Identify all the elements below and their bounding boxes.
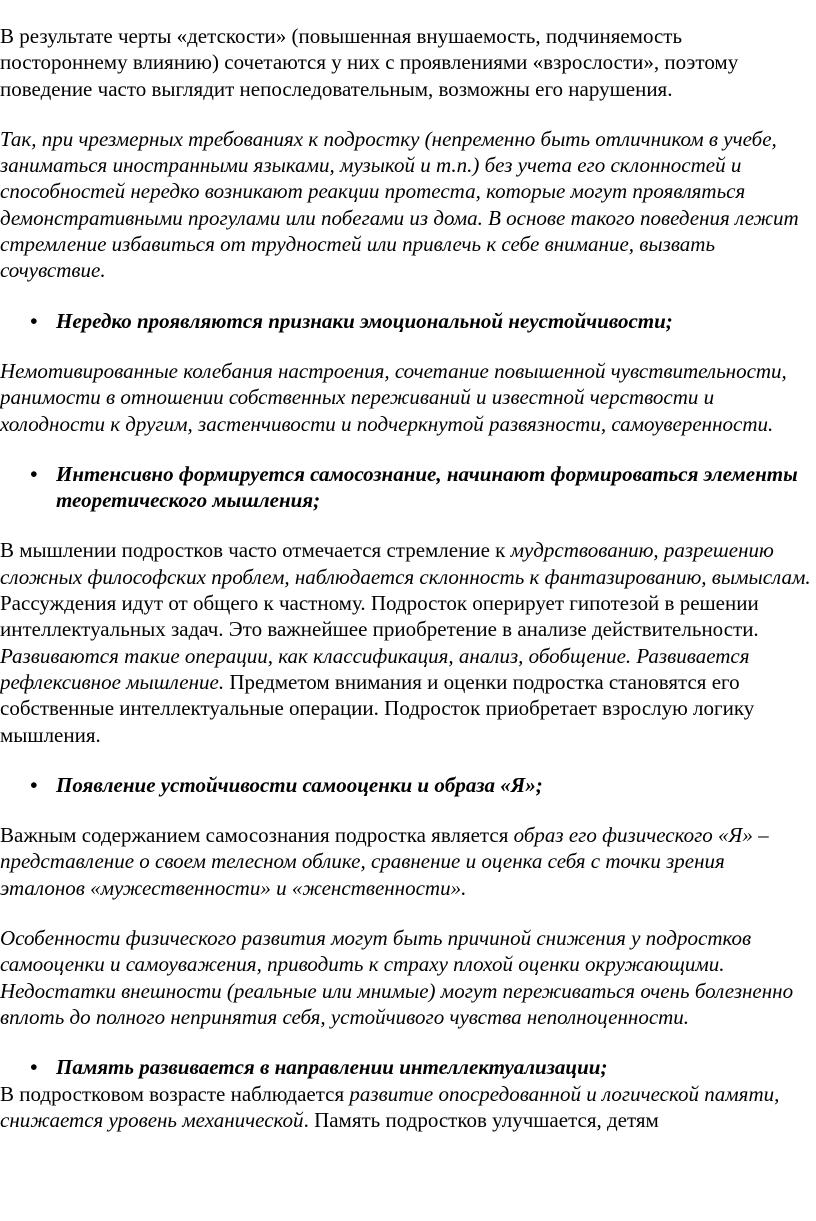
paragraph-physical-development: Особенности физического развития могут быть причиной снижения у подростков самооценки и самоуважения, приводить к страху плохой оценки окружающими. Недостатки внешности (реальные или мнимые) могут переживаться очень болезненно вплоть до полного непринятия себя, устойчивого чувства неполноценности. bbox=[0, 926, 794, 1029]
bullet-dot-icon: • bbox=[30, 772, 38, 797]
text-run: В подростковом возрасте наблюдается bbox=[0, 1081, 350, 1106]
bullet-self-esteem bbox=[0, 772, 816, 798]
bullet-self-awareness bbox=[0, 461, 816, 514]
paragraph-protest-reactions: Так, при чрезмерных требованиях к подростку (непременно быть отличником в учебе, заниматься иностранными языками, музыкой и т.п.) без учета его склонностей и способностей нередко возникают реакции протеста, которые могут проявляться демонстративными прогулами или побегами из дома. В основе такого поведения лежит стремление избавиться от трудностей или привлечь к себе внимание, вызвать сочувствие. bbox=[0, 126, 799, 283]
bullet-dot-icon: • bbox=[30, 308, 38, 333]
bullet-text: Память развивается в направлении интеллектуализации; bbox=[56, 1055, 608, 1080]
text-run-italic: мудрствованию, разрешению сложных философских проблем, наблюдается склонность к фантазированию, вымыслам. bbox=[0, 538, 811, 589]
text-run: . Память подростков улучшается, детям bbox=[303, 1107, 659, 1132]
text-run-italic: образ его физического «Я» – представление о своем телесном облике, сравнение и оценка себя с точки зрения эталонов «мужественности» и «женственности». bbox=[0, 823, 769, 900]
paragraph-physical-self bbox=[0, 822, 816, 901]
text-run-italic: Развиваются такие операции, как классификация, анализ, обобщение. Развивается рефлексивное мышление. bbox=[0, 643, 750, 694]
text-run: Предметом внимания и оценки подростка становятся его собственные интеллектуальные операции. Подросток приобретает взрослую логику мышления. bbox=[0, 669, 755, 747]
bullet-memory bbox=[0, 1054, 816, 1080]
bullet-dot-icon: • bbox=[30, 1055, 38, 1080]
paragraph-mood-swings: Немотивированные колебания настроения, сочетание повышенной чувствительности, ранимости в отношении собственных переживаний и известной черствости и холодности к другим, застенчивости и подчеркнутой развязности, самоуверенности. bbox=[0, 358, 787, 436]
bullet-dot-icon: • bbox=[30, 461, 38, 486]
paragraph-childishness: В результате черты «детскости» (повышенная внушаемость, подчиняемость постороннему влиянию) сочетаются у них с проявлениями «взрослости», поэтому поведение часто выглядит непоследовательным, возможны его нарушения. bbox=[0, 24, 739, 101]
text-run-italic: развитие опосредованной и логической памяти, снижается уровень механической bbox=[0, 1081, 780, 1132]
bullet-text: Интенсивно формируется самосознание, начинают формироваться элементы теоретического мышления; bbox=[56, 461, 798, 513]
bullet-text: Появление устойчивости самооценки и образа «Я»; bbox=[56, 772, 543, 797]
bullet-emotional-instability bbox=[0, 308, 816, 334]
paragraph-memory bbox=[0, 1081, 816, 1134]
bullet-text: Нередко проявляются признаки эмоциональной неустойчивости; bbox=[56, 308, 673, 333]
paragraph-thinking bbox=[0, 537, 816, 747]
text-run: Важным содержанием самосознания подростка является bbox=[0, 823, 514, 848]
text-run: Рассуждения идут от общего к частному. Подросток оперирует гипотезой в решении интеллектуальных задач. Это важнейшее приобретение в анализе действительности. bbox=[0, 591, 759, 642]
text-run: В мышлении подростков часто отмечается стремление к bbox=[0, 538, 511, 563]
